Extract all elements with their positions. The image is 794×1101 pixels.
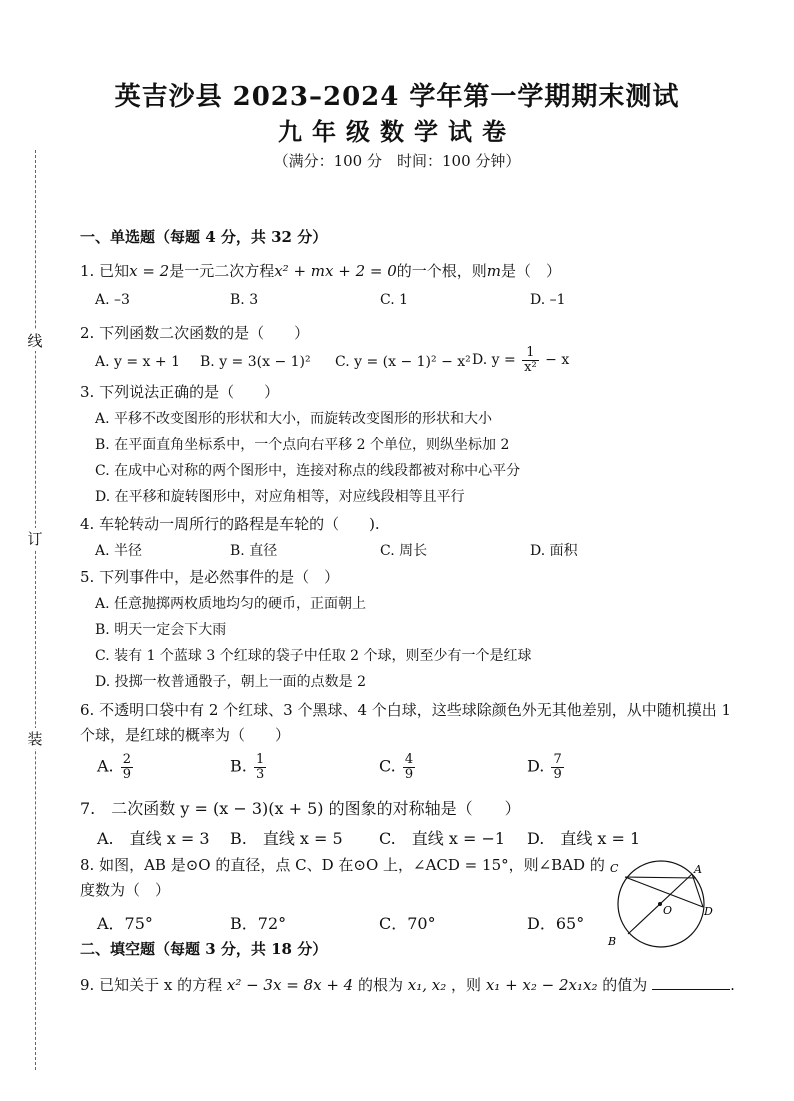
q6-optb-den: 3 xyxy=(255,766,265,782)
q6-opta-den: 9 xyxy=(122,766,132,782)
q9-pre: 9. 已知关于 x 的方程 xyxy=(80,976,223,994)
q6-option-c xyxy=(379,753,417,781)
q6-optb-label: B. xyxy=(230,756,247,776)
q4-option-c: C. 周长 xyxy=(380,543,428,559)
q1-option-a: A. –3 xyxy=(95,292,130,308)
q1-post: 是（ ） xyxy=(501,262,562,280)
q3-option-a: A. 平移不改变图形的形状和大小，而旋转改变图形的形状和大小 xyxy=(95,411,493,427)
question-8-line-2: 度数为（ ） xyxy=(80,881,171,899)
q8-option-c: C．70° xyxy=(379,914,436,933)
question-9 xyxy=(80,974,735,995)
q8-option-b: B．72° xyxy=(230,914,287,933)
q9-post: 的值为 xyxy=(602,976,648,994)
q2-option-b: B. y = 3(x − 1)² xyxy=(200,354,311,370)
q1-mid2: 的一个根，则 xyxy=(396,262,487,280)
q4-option-a: A. 半径 xyxy=(95,543,143,559)
q6-optd-fraction xyxy=(551,753,563,781)
question-7: 7. 二次函数 y = (x − 3)(x + 5) 的图象的对称轴是（ ） xyxy=(80,799,521,818)
q8-option-d: D．65° xyxy=(527,914,585,933)
q2-optd-num: 1 xyxy=(522,346,539,361)
q3-option-b: B. 在平面直角坐标系中，一个点向右平移 2 个单位，则纵坐标加 2 xyxy=(95,437,510,453)
q7-option-c: C. 直线 x = −1 xyxy=(379,829,506,848)
section-heading-2: 二、填空题（每题 3 分，共 18 分） xyxy=(80,940,328,958)
q9-answer-blank[interactable] xyxy=(652,975,730,990)
q6-opta-fraction xyxy=(121,753,133,781)
q6-optd-label: D. xyxy=(527,756,545,776)
q9-expression: x₁ + x₂ − 2x₁x₂ xyxy=(485,976,598,994)
exam-subtitle: 九年级数学试卷 xyxy=(278,117,516,146)
q6-opta-num: 2 xyxy=(122,752,132,767)
q9-mid: 的根为 xyxy=(357,976,403,994)
q1-var: m xyxy=(486,262,502,280)
q1-option-c: C. 1 xyxy=(380,292,409,308)
q6-optc-label: C. xyxy=(379,756,396,776)
q6-option-d xyxy=(527,753,566,781)
q6-optd-den: 9 xyxy=(553,766,562,782)
label-c: C xyxy=(610,862,619,875)
q5-option-c: C. 装有 1 个蓝球 3 个红球的袋子中任取 2 个球，则至少有一个是红球 xyxy=(95,648,532,664)
q1-option-d: D. –1 xyxy=(530,292,566,308)
q6-optc-fraction xyxy=(403,753,415,781)
q5-option-b: B. 明天一定会下大雨 xyxy=(95,622,227,638)
q6-optd-num: 7 xyxy=(553,752,562,767)
q2-optd-fraction xyxy=(522,346,539,374)
question-4: 4. 车轮转动一周所行的路程是车轮的（ ). xyxy=(80,515,380,533)
binding-label-zhuang: 装 xyxy=(24,728,46,749)
question-6-line-1: 6. 不透明口袋中有 2 个红球、3 个黑球、4 个白球，这些球除颜色外无其他差别，从中随机摸出 1 xyxy=(80,701,732,719)
q8-option-a: A．75° xyxy=(97,914,153,933)
question-5: 5. 下列事件中，是必然事件的是（ ） xyxy=(80,568,340,586)
label-b: B xyxy=(608,935,617,948)
question-1 xyxy=(80,260,561,281)
section-heading-1: 一、单选题（每题 4 分，共 32 分） xyxy=(80,228,328,246)
q6-opta-label: A. xyxy=(97,756,114,776)
q6-optc-den: 9 xyxy=(404,766,414,782)
q5-option-d: D. 投掷一枚普通骰子，朝上一面的点数是 2 xyxy=(95,674,366,690)
q3-option-d: D. 在平移和旋转图形中，对应角相等，对应线段相等且平行 xyxy=(95,489,465,505)
q1-eq1: x = 2 xyxy=(129,262,170,280)
question-2: 2. 下列函数二次函数的是（ ） xyxy=(80,324,310,342)
q1-eq2: x² + mx + 2 = 0 xyxy=(274,262,397,280)
q9-end: . xyxy=(730,976,735,994)
q6-option-a xyxy=(97,753,135,781)
label-d: D xyxy=(704,905,713,918)
exam-meta: （满分：100 分 时间：100 分钟） xyxy=(273,152,521,170)
q9-roots: x₁, x₂ xyxy=(407,976,447,994)
question-3: 3. 下列说法正确的是（ ） xyxy=(80,383,280,401)
q2-optd-pre: D. y = xyxy=(472,352,516,369)
q4-option-b: B. 直径 xyxy=(230,543,278,559)
q1-pre: 1. 已知 xyxy=(80,262,130,280)
q7-option-a: A. 直线 x = 3 xyxy=(97,829,210,848)
q5-option-a: A. 任意抛掷两枚质地均匀的硬币，正面朝上 xyxy=(95,596,367,612)
label-a: A xyxy=(694,863,702,876)
q9-equation: x² − 3x = 8x + 4 xyxy=(226,976,354,994)
q2-option-d xyxy=(472,346,569,374)
q1-option-b: B. 3 xyxy=(230,292,259,308)
q4-option-d: D. 面积 xyxy=(530,543,578,559)
q2-option-a: A. y = x + 1 xyxy=(95,354,180,370)
q6-optc-num: 4 xyxy=(404,752,414,767)
label-o: O xyxy=(663,904,673,917)
q9-mid2: ，则 xyxy=(451,976,482,994)
binding-dashed-line xyxy=(35,150,36,1070)
chord-cd xyxy=(625,877,703,907)
binding-label-xian: 线 xyxy=(24,330,46,351)
chord-ca xyxy=(625,877,696,878)
q1-mid: 是一元二次方程 xyxy=(169,262,275,280)
q8-circle-figure xyxy=(604,852,720,952)
exam-title: 英吉沙县 2023–2024 学年第一学期期末测试 xyxy=(114,82,680,112)
question-8-line-1: 8. 如图，AB 是⊙O 的直径，点 C、D 在⊙O 上，∠ACD = 15°，则∠BAD 的 xyxy=(80,856,605,874)
q7-option-d: D. 直线 x = 1 xyxy=(527,829,641,848)
q3-option-c: C. 在成中心对称的两个图形中，连接对称点的线段都被对称中心平分 xyxy=(95,463,521,479)
q2-optd-post: − x xyxy=(545,352,570,369)
q2-optd-den: x² xyxy=(524,359,537,375)
question-6-line-2: 个球，是红球的概率为（ ） xyxy=(80,726,291,744)
q6-optb-fraction xyxy=(254,753,266,781)
binding-label-ding: 订 xyxy=(24,528,46,549)
q6-option-b xyxy=(230,753,268,781)
q2-option-c: C. y = (x − 1)² − x² xyxy=(335,354,471,370)
q7-option-b: B. 直线 x = 5 xyxy=(230,829,343,848)
center-point xyxy=(658,902,662,906)
q6-optb-num: 1 xyxy=(255,752,265,767)
